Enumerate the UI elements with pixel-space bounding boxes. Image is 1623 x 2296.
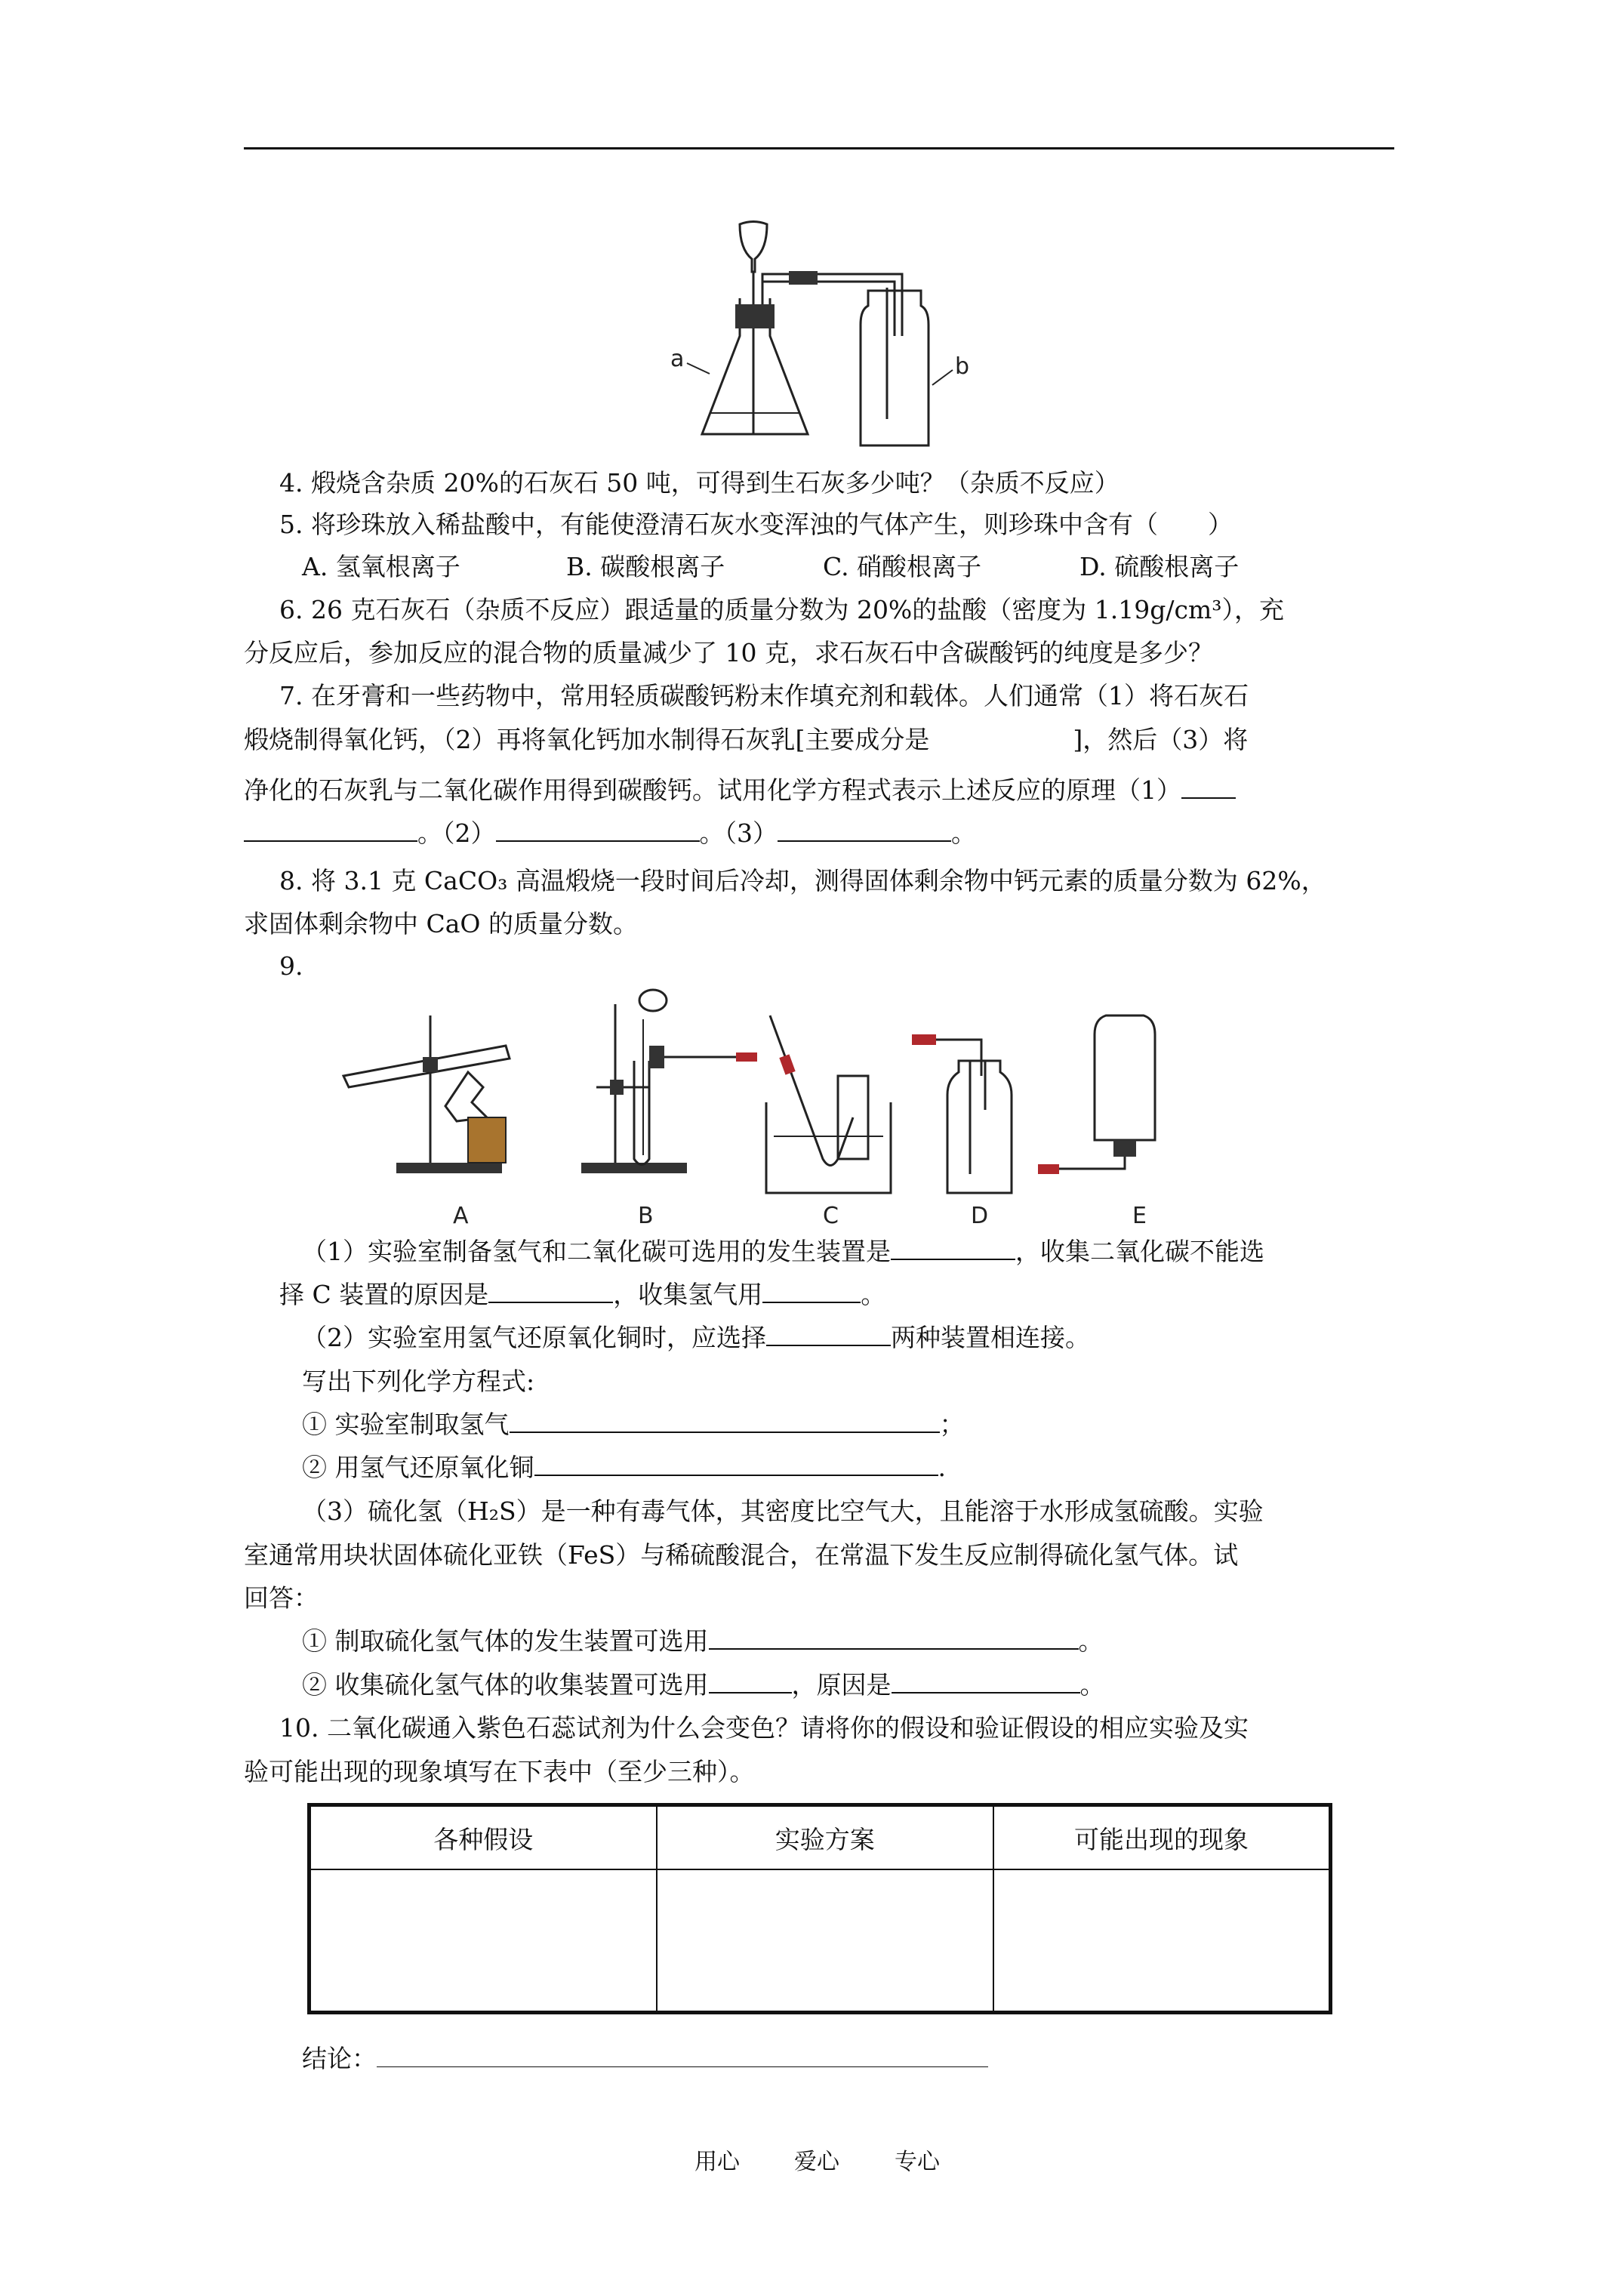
question-7-line4: [244, 817, 976, 850]
answer-blank-9-s2b[interactable]: [892, 1669, 1080, 1693]
header-hypothesis: 各种假设: [310, 1805, 657, 1870]
apparatus-e: [1038, 1015, 1155, 1174]
answer-blank-7-3[interactable]: [778, 818, 951, 842]
q9-equation-2: [302, 1451, 946, 1484]
footer-3: 专心: [895, 2149, 940, 2175]
q9-equation-1-text: ① 实验室制取氢气: [302, 1410, 510, 1439]
q9-sub-1-text: ① 制取硫化氢气体的发生装置可选用: [302, 1626, 709, 1656]
q9-equation-1: [302, 1408, 965, 1441]
header-rule: [244, 147, 1394, 149]
question-7-line4-part1: 。（2）: [417, 818, 496, 848]
q9-equation-1-end: ；: [939, 1410, 965, 1439]
label-b: B: [638, 1203, 654, 1229]
label-a: A: [453, 1203, 469, 1229]
table-header-row: [310, 1805, 1331, 1870]
label-e: E: [1132, 1203, 1147, 1229]
question-7-line1: 7. 在牙膏和一些药物中，常用轻质碳酸钙粉末作填充剂和载体。人们通常（1）将石灰石: [279, 681, 1249, 710]
answer-blank-7-2[interactable]: [496, 818, 700, 842]
cell-phenomenon[interactable]: [993, 1869, 1331, 2013]
cell-experiment[interactable]: [657, 1869, 993, 2013]
answer-blank-7-1a[interactable]: [1181, 775, 1236, 799]
question-6-line2: 分反应后，参加反应的混合物的质量减少了 10 克，求石灰石中含碳酸钙的纯度是多少？: [244, 638, 1213, 667]
answer-blank-9-2[interactable]: [488, 1279, 613, 1303]
question-5-option-d: D. 硫酸根离子: [1079, 552, 1240, 581]
header-experiment: 实验方案: [657, 1805, 993, 1870]
question-5-option-c: C. 硝酸根离子: [823, 552, 982, 581]
fig1-label-a: a: [670, 346, 685, 372]
question-7-line4-part3: 。: [951, 818, 976, 848]
table-row: [310, 1869, 1331, 2013]
question-7-line2-start: 煅烧制得氧化钙，（2）再将氧化钙加水制得石灰乳[主要成分是: [244, 725, 930, 754]
q9-part2-text-b: 两种装置相连接。: [891, 1323, 1090, 1352]
figure-flask-bottle-apparatus: [657, 215, 996, 449]
question-8-line1: 8. 将 3.1 克 CaCO₃ 高温煅烧一段时间后冷却，测得固体剩余物中钙元素的质量分数为 62%，: [279, 866, 1326, 895]
q9-part1-line2: [279, 1278, 885, 1311]
q9-part1-text-c: 择 C 装置的原因是: [279, 1280, 489, 1309]
answer-blank-9-3[interactable]: [762, 1279, 861, 1303]
question-7-line3: [244, 774, 1236, 807]
question-7-line4-part2: 。（3）: [699, 818, 778, 848]
question-7-line3-text: 净化的石灰乳与二氧化碳作用得到碳酸钙。试用化学方程式表示上述反应的原理（1）: [244, 775, 1181, 805]
q9-equation-2-end: .: [938, 1453, 946, 1482]
q9-part1-text-d: ，收集氢气用: [613, 1280, 763, 1309]
figure-apparatus-a-e: [332, 974, 1336, 1231]
question-6-line1: 6. 26 克石灰石（杂质不反应）跟适量的质量分数为 20%的盐酸（密度为 1.19g/cm³），充: [279, 595, 1285, 624]
question-8-line2: 求固体剩余物中 CaO 的质量分数。: [244, 909, 638, 938]
q9-part1-text-e: 。: [861, 1280, 886, 1309]
question-10-line2: 验可能出现的现象填写在下表中（至少三种）。: [244, 1757, 755, 1786]
q9-sub-2-mid: ，原因是: [791, 1670, 892, 1700]
question-4: 4. 煅烧含杂质 20%的石灰石 50 吨，可得到生石灰多少吨？（杂质不反应）: [279, 468, 1119, 498]
footer-2: 爱心: [794, 2149, 839, 2175]
answer-blank-9-1[interactable]: [891, 1236, 1015, 1260]
header-phenomenon: 可能出现的现象: [993, 1805, 1331, 1870]
q9-part3-line1: （3）硫化氢（H₂S）是一种有毒气体，其密度比空气大，且能溶于水形成氢硫酸。实验: [302, 1496, 1264, 1526]
q9-sub-1: [302, 1625, 1104, 1658]
question-5-stem: 5. 将珍珠放入稀盐酸中，有能使澄清石灰水变浑浊的气体产生，则珍珠中含有（ ）: [279, 510, 1233, 539]
q9-equation-2-text: ② 用氢气还原氧化铜: [302, 1453, 534, 1482]
apparatus-a: [343, 1015, 510, 1173]
answer-blank-7-1b[interactable]: [244, 818, 417, 842]
answer-blank-9-eq1[interactable]: [510, 1409, 940, 1433]
q9-sub-2-end: 。: [1079, 1670, 1105, 1700]
question-5-option-b: B. 碳酸根离子: [566, 552, 725, 581]
q9-part2-text-a: （2）实验室用氢气还原氧化铜时，应选择: [302, 1323, 766, 1352]
footer-1: 用心: [694, 2149, 740, 2175]
q9-sub-1-end: 。: [1078, 1626, 1104, 1656]
question-10-line1: 10. 二氧化碳通入紫色石蕊试剂为什么会变色？请将你的假设和验证假设的相应实验及实: [279, 1713, 1249, 1743]
q9-part3-line2: 室通常用块状固体硫化亚铁（FeS）与稀硫酸混合，在常温下发生反应制得硫化氢气体。试: [244, 1540, 1239, 1570]
answer-blank-conclusion[interactable]: [377, 2044, 988, 2067]
q9-part2: [302, 1321, 1090, 1354]
conclusion-label: 结论：: [302, 2044, 377, 2073]
apparatus-b: [581, 990, 757, 1173]
q9-part1-text-a: （1）实验室制备氢气和二氧化碳可选用的发生装置是: [302, 1237, 891, 1266]
conclusion-line: [302, 2042, 988, 2076]
q9-sub-2-text: ② 收集硫化氢气体的收集装置可选用: [302, 1670, 709, 1700]
q9-part1-line1: [302, 1235, 1264, 1268]
q9-equations-heading: 写出下列化学方程式:: [302, 1367, 535, 1396]
label-d: D: [971, 1203, 989, 1229]
answer-blank-9-eq2[interactable]: [534, 1452, 938, 1476]
answer-blank-9-4[interactable]: [766, 1322, 891, 1346]
q9-sub-2: [302, 1669, 1105, 1702]
answer-blank-9-s2a[interactable]: [709, 1669, 792, 1693]
question-7-line2: [244, 723, 1248, 757]
cell-hypothesis[interactable]: [310, 1869, 657, 2013]
q9-part1-text-b: ，收集二氧化碳不能选: [1015, 1237, 1264, 1266]
hypothesis-table: [307, 1803, 1332, 2014]
apparatus-d: [912, 1034, 1012, 1193]
apparatus-c: [766, 1015, 891, 1193]
answer-blank-9-s1[interactable]: [709, 1626, 1079, 1650]
label-c: C: [823, 1203, 839, 1229]
question-5-option-a: A. 氢氧根离子: [302, 552, 460, 581]
fig1-label-b: b: [955, 353, 970, 380]
q9-part3-line3: 回答：: [244, 1583, 319, 1613]
question-7-line2-end: ]，然后（3）将: [1073, 725, 1249, 754]
question-9-number: 9.: [279, 951, 303, 981]
